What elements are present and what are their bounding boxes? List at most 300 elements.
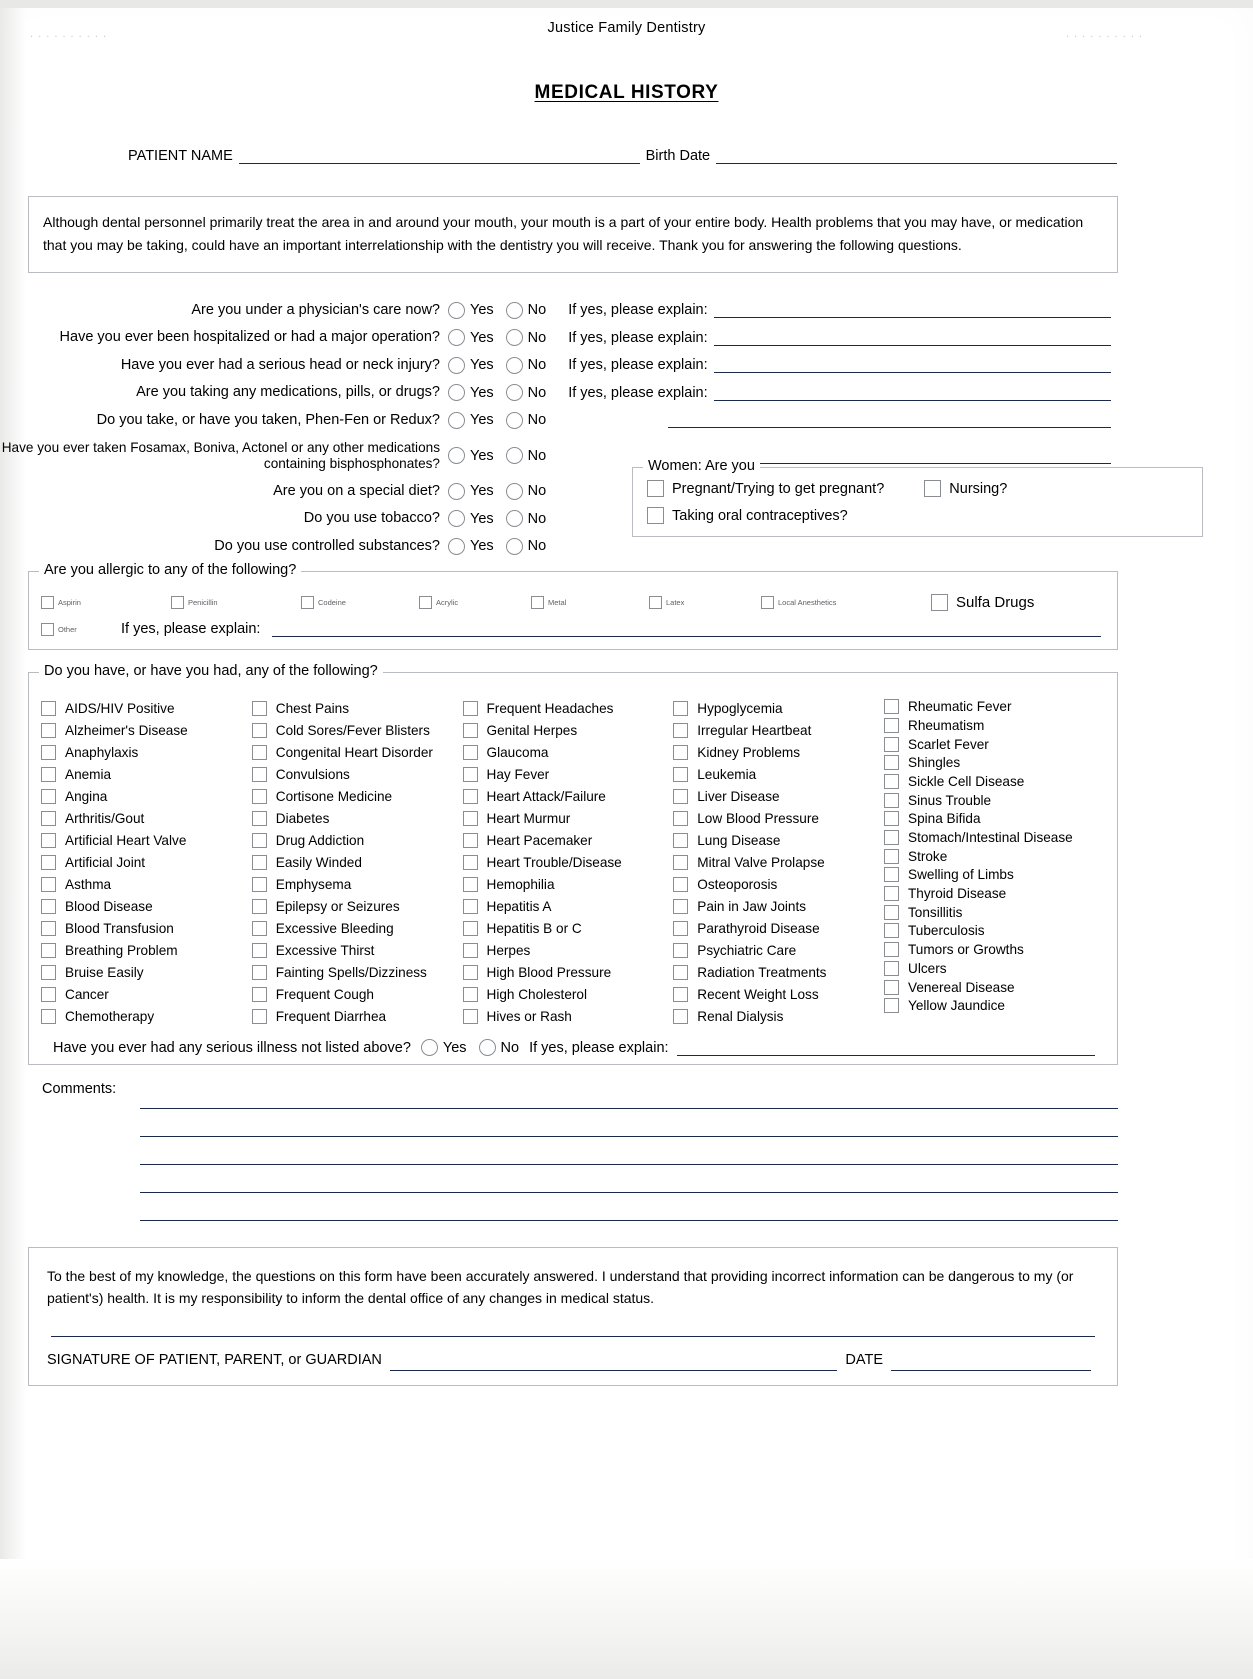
yes-option[interactable] — [448, 483, 494, 500]
checkbox-icon[interactable] — [41, 833, 56, 848]
checkbox-icon[interactable] — [884, 998, 899, 1013]
women-legend: Women: Are you — [643, 458, 760, 474]
condition-item[interactable] — [884, 753, 1099, 772]
condition-item[interactable] — [41, 939, 246, 961]
radio-icon[interactable] — [506, 510, 523, 527]
checkbox-penicillin[interactable] — [171, 596, 301, 609]
radio-icon[interactable] — [506, 357, 523, 374]
patient-name-input[interactable] — [239, 148, 640, 164]
condition-item[interactable] — [252, 873, 457, 895]
condition-item[interactable] — [463, 719, 668, 741]
condition-item[interactable] — [41, 719, 246, 741]
condition-label: Tonsillitis — [908, 904, 963, 920]
condition-item[interactable] — [673, 741, 878, 763]
checkbox-icon[interactable] — [171, 596, 184, 609]
condition-item[interactable] — [673, 917, 878, 939]
condition-item[interactable] — [463, 741, 668, 763]
checkbox-icon[interactable] — [463, 899, 478, 914]
condition-item[interactable] — [252, 895, 457, 917]
condition-label: Breathing Problem — [65, 942, 178, 958]
checkbox-icon[interactable] — [463, 745, 478, 760]
condition-item[interactable] — [252, 961, 457, 983]
condition-label: Osteoporosis — [697, 876, 778, 892]
checkbox-icon[interactable] — [673, 767, 688, 782]
checkbox-icon[interactable] — [463, 789, 478, 804]
explain-group — [568, 357, 1253, 373]
yes-option[interactable] — [448, 538, 494, 555]
condition-item[interactable] — [884, 735, 1099, 754]
yes-label: Yes — [470, 384, 494, 401]
checkbox-icon[interactable] — [41, 596, 54, 609]
yes-option[interactable] — [421, 1039, 467, 1056]
checkbox-icon[interactable] — [884, 905, 899, 920]
condition-label: Easily Winded — [275, 854, 362, 870]
condition-label: Chemotherapy — [65, 1008, 155, 1024]
checkbox-codeine[interactable] — [301, 596, 419, 609]
checkbox-icon[interactable] — [41, 987, 56, 1002]
condition-item[interactable] — [252, 939, 457, 961]
checkbox-icon[interactable] — [884, 774, 899, 789]
checkbox-icon[interactable] — [463, 855, 478, 870]
checkbox-icon[interactable] — [884, 849, 899, 864]
checkbox-icon[interactable] — [884, 830, 899, 845]
condition-item[interactable] — [41, 829, 246, 851]
checkbox-icon[interactable] — [673, 965, 688, 980]
checkbox-icon[interactable] — [419, 596, 432, 609]
checkbox-icon[interactable] — [884, 942, 899, 957]
condition-item[interactable] — [884, 903, 1099, 922]
checkbox-pregnant[interactable] — [647, 480, 884, 497]
checkbox-icon[interactable] — [673, 899, 688, 914]
condition-label: Heart Trouble/Disease — [486, 854, 622, 870]
no-option[interactable] — [506, 447, 547, 464]
date-input[interactable] — [891, 1355, 1091, 1371]
checkbox-icon[interactable] — [673, 987, 688, 1002]
no-option[interactable] — [506, 483, 547, 500]
checkbox-icon[interactable] — [647, 507, 664, 524]
checkbox-label: Penicillin — [188, 598, 218, 608]
condition-item[interactable] — [463, 851, 668, 873]
radio-icon[interactable] — [448, 538, 465, 555]
condition-item[interactable] — [463, 785, 668, 807]
signature-input[interactable] — [390, 1355, 838, 1371]
condition-label: Frequent Diarrhea — [275, 1008, 387, 1024]
no-option[interactable] — [506, 538, 547, 555]
checkbox-sulfa-drugs[interactable] — [931, 594, 1034, 611]
checkbox-icon[interactable] — [884, 755, 899, 770]
checkbox-metal[interactable] — [531, 596, 649, 609]
question-label: Are you on a special diet? — [273, 482, 440, 499]
no-option[interactable] — [506, 357, 547, 374]
checkbox-icon[interactable] — [252, 767, 267, 782]
explain-input[interactable] — [714, 330, 1111, 346]
radio-icon[interactable] — [448, 483, 465, 500]
no-option[interactable] — [506, 510, 547, 527]
checkbox-oral-contraceptives[interactable] — [647, 507, 848, 524]
condition-item[interactable] — [884, 866, 1099, 885]
checkbox-icon[interactable] — [252, 855, 267, 870]
checkbox-icon[interactable] — [463, 921, 478, 936]
condition-item[interactable] — [673, 719, 878, 741]
condition-item[interactable] — [252, 1005, 457, 1027]
checkbox-icon[interactable] — [463, 767, 478, 782]
condition-item[interactable] — [41, 763, 246, 785]
birth-date-input[interactable] — [716, 148, 1117, 164]
checkbox-icon[interactable] — [884, 886, 899, 901]
condition-item[interactable] — [673, 895, 878, 917]
radio-icon[interactable] — [506, 329, 523, 346]
checkbox-icon[interactable] — [463, 723, 478, 738]
yes-no-group — [448, 384, 558, 401]
condition-item[interactable] — [252, 851, 457, 873]
condition-item[interactable] — [884, 978, 1099, 997]
yes-label: Yes — [470, 483, 494, 500]
checkbox-icon[interactable] — [41, 855, 56, 870]
condition-label: Convulsions — [275, 766, 350, 782]
condition-item[interactable] — [884, 884, 1099, 903]
condition-label: Diabetes — [275, 810, 330, 826]
condition-item[interactable] — [252, 829, 457, 851]
condition-item[interactable] — [884, 828, 1099, 847]
checkbox-icon[interactable] — [673, 833, 688, 848]
checkbox-icon[interactable] — [252, 723, 267, 738]
checkbox-icon[interactable] — [41, 789, 56, 804]
checkbox-icon[interactable] — [252, 899, 267, 914]
radio-icon[interactable] — [479, 1039, 496, 1056]
condition-item[interactable] — [41, 917, 246, 939]
condition-item[interactable] — [252, 719, 457, 741]
checkbox-icon[interactable] — [252, 921, 267, 936]
condition-label: Swelling of Limbs — [908, 867, 1014, 883]
condition-label: Shingles — [908, 755, 961, 771]
conditions-column-5 — [884, 697, 1105, 1027]
checkbox-icon[interactable] — [41, 899, 56, 914]
radio-icon[interactable] — [506, 483, 523, 500]
birth-date-label: Birth Date — [645, 148, 711, 164]
condition-item[interactable] — [41, 961, 246, 983]
condition-item[interactable] — [463, 895, 668, 917]
condition-label: Glaucoma — [486, 744, 549, 760]
radio-icon[interactable] — [506, 412, 523, 429]
condition-item[interactable] — [884, 697, 1099, 716]
checkbox-icon[interactable] — [463, 811, 478, 826]
condition-item[interactable] — [884, 922, 1099, 941]
condition-item[interactable] — [673, 851, 878, 873]
no-option[interactable] — [506, 302, 547, 319]
checkbox-icon[interactable] — [252, 789, 267, 804]
condition-label: Asthma — [65, 876, 112, 892]
allergy-explain-input[interactable] — [272, 621, 1101, 637]
comment-line-input[interactable] — [140, 1081, 1118, 1109]
serious-illness-explain-input[interactable] — [677, 1040, 1095, 1056]
attestation-text: To the best of my knowledge, the questions on this form have been accurately answered. I understand that providing incorrect information can be dangerous to my (or patient's) health. It is my responsibility to inform the dental office of any changes in medical status. — [47, 1268, 1074, 1307]
no-option[interactable] — [506, 384, 547, 401]
checkbox-icon[interactable] — [673, 921, 688, 936]
yes-option[interactable] — [448, 447, 494, 464]
checkbox-icon[interactable] — [673, 745, 688, 760]
if-yes-label: If yes, please explain: — [568, 302, 708, 319]
yes-label: Yes — [470, 357, 494, 374]
yes-no-group — [448, 329, 558, 346]
radio-icon[interactable] — [506, 538, 523, 555]
checkbox-icon[interactable] — [673, 811, 688, 826]
condition-item[interactable] — [463, 983, 668, 1005]
checkbox-icon[interactable] — [884, 793, 899, 808]
checkbox-icon[interactable] — [41, 623, 54, 636]
question-label: Have you ever taken Fosamax, Boniva, Actonel or any other medications containing bisphosphonates? — [1, 439, 440, 471]
condition-item[interactable] — [41, 1005, 246, 1027]
condition-item[interactable] — [463, 961, 668, 983]
condition-item[interactable] — [884, 959, 1099, 978]
condition-item[interactable] — [41, 785, 246, 807]
checkbox-icon[interactable] — [649, 596, 662, 609]
explain-input[interactable] — [714, 385, 1111, 401]
condition-item[interactable] — [41, 895, 246, 917]
condition-item[interactable] — [41, 741, 246, 763]
checkbox-icon[interactable] — [252, 745, 267, 760]
condition-item[interactable] — [673, 807, 878, 829]
checkbox-icon[interactable] — [41, 1009, 56, 1024]
conditions-legend: Do you have, or have you had, any of the following? — [39, 663, 383, 679]
comment-line-input[interactable] — [140, 1109, 1118, 1137]
condition-item[interactable] — [673, 983, 878, 1005]
checkbox-icon[interactable] — [884, 923, 899, 938]
condition-item[interactable] — [41, 851, 246, 873]
checkbox-icon[interactable] — [884, 811, 899, 826]
condition-label: Excessive Thirst — [275, 942, 375, 958]
checkbox-icon[interactable] — [673, 723, 688, 738]
yes-option[interactable] — [448, 384, 494, 401]
condition-label: Recent Weight Loss — [697, 986, 819, 1002]
condition-item[interactable] — [252, 697, 457, 719]
condition-item[interactable] — [252, 917, 457, 939]
condition-item[interactable] — [252, 983, 457, 1005]
condition-label: Hay Fever — [486, 766, 550, 782]
condition-item[interactable] — [463, 873, 668, 895]
checkbox-label: Taking oral contraceptives? — [672, 507, 848, 524]
checkbox-icon[interactable] — [463, 965, 478, 980]
checkbox-icon[interactable] — [41, 745, 56, 760]
condition-item[interactable] — [463, 697, 668, 719]
patient-name-label: PATIENT NAME — [128, 148, 233, 164]
comment-line-input[interactable] — [140, 1165, 1118, 1193]
checkbox-icon[interactable] — [252, 833, 267, 848]
condition-item[interactable] — [673, 961, 878, 983]
condition-item[interactable] — [252, 807, 457, 829]
no-label: No — [527, 483, 547, 500]
blank-input[interactable] — [668, 412, 1111, 428]
checkbox-icon[interactable] — [41, 921, 56, 936]
condition-item[interactable] — [252, 741, 457, 763]
checkbox-icon[interactable] — [531, 596, 544, 609]
condition-label: Herpes — [486, 942, 531, 958]
no-option[interactable] — [479, 1039, 520, 1056]
condition-item[interactable] — [884, 716, 1099, 735]
checkbox-aspirin[interactable] — [41, 596, 171, 609]
radio-icon[interactable] — [421, 1039, 438, 1056]
checkbox-acrylic[interactable] — [419, 596, 531, 609]
condition-item[interactable] — [463, 829, 668, 851]
question-label: Have you ever had a serious head or neck injury? — [120, 356, 440, 373]
yes-option[interactable] — [448, 329, 494, 346]
condition-item[interactable] — [673, 763, 878, 785]
yes-no-group — [448, 412, 558, 429]
condition-label: Thyroid Disease — [908, 886, 1007, 902]
yes-option[interactable] — [448, 412, 494, 429]
condition-item[interactable] — [673, 829, 878, 851]
radio-icon[interactable] — [506, 302, 523, 319]
condition-item[interactable] — [884, 809, 1099, 828]
radio-icon[interactable] — [448, 357, 465, 374]
condition-item[interactable] — [884, 772, 1099, 791]
checkbox-latex[interactable] — [649, 596, 761, 609]
no-label: No — [527, 384, 547, 401]
condition-item[interactable] — [463, 917, 668, 939]
serious-illness-row — [41, 1039, 1105, 1056]
checkbox-icon[interactable] — [41, 943, 56, 958]
yes-no-group — [448, 483, 558, 500]
condition-item[interactable] — [463, 763, 668, 785]
checkbox-icon[interactable] — [463, 701, 478, 716]
checkbox-icon[interactable] — [761, 596, 774, 609]
checkbox-icon[interactable] — [673, 1009, 688, 1024]
radio-icon[interactable] — [448, 510, 465, 527]
checkbox-icon[interactable] — [673, 855, 688, 870]
condition-item[interactable] — [252, 763, 457, 785]
clinic-name: Justice Family Dentistry — [547, 20, 706, 36]
comment-line-input[interactable] — [140, 1137, 1118, 1165]
no-option[interactable] — [506, 412, 547, 429]
yes-label: Yes — [470, 412, 494, 429]
radio-icon[interactable] — [506, 447, 523, 464]
conditions-column-4 — [673, 697, 884, 1027]
radio-icon[interactable] — [448, 302, 465, 319]
checkbox-icon[interactable] — [41, 965, 56, 980]
checkbox-icon[interactable] — [884, 961, 899, 976]
checkbox-icon[interactable] — [463, 1009, 478, 1024]
comment-line-input[interactable] — [140, 1193, 1118, 1221]
checkbox-icon[interactable] — [252, 811, 267, 826]
checkbox-icon[interactable] — [673, 877, 688, 892]
condition-label: Blood Disease — [65, 898, 153, 914]
checkbox-icon[interactable] — [41, 701, 56, 716]
condition-item[interactable] — [463, 939, 668, 961]
condition-item[interactable] — [673, 939, 878, 961]
checkbox-icon[interactable] — [647, 480, 664, 497]
checkbox-icon[interactable] — [252, 877, 267, 892]
checkbox-icon[interactable] — [41, 723, 56, 738]
checkbox-icon[interactable] — [252, 943, 267, 958]
checkbox-icon[interactable] — [463, 833, 478, 848]
checkbox-icon[interactable] — [931, 594, 948, 611]
yes-option[interactable] — [448, 510, 494, 527]
radio-icon[interactable] — [448, 412, 465, 429]
yes-label: Yes — [470, 510, 494, 527]
no-label: No — [527, 510, 547, 527]
checkbox-icon[interactable] — [673, 701, 688, 716]
condition-item[interactable] — [673, 1005, 878, 1027]
condition-item[interactable] — [884, 791, 1099, 810]
question-row — [0, 535, 1253, 557]
checkbox-icon[interactable] — [252, 987, 267, 1002]
checkbox-nursing[interactable] — [924, 480, 1007, 497]
radio-icon[interactable] — [506, 384, 523, 401]
checkbox-icon[interactable] — [463, 987, 478, 1002]
checkbox-icon[interactable] — [41, 877, 56, 892]
checkbox-other-allergy[interactable] — [41, 623, 121, 636]
condition-label: AIDS/HIV Positive — [65, 700, 175, 716]
condition-item[interactable] — [41, 873, 246, 895]
condition-item[interactable] — [252, 785, 457, 807]
blank-line-group — [568, 412, 1253, 428]
condition-label: Congenital Heart Disorder — [275, 744, 433, 760]
condition-item[interactable] — [463, 807, 668, 829]
condition-label: Angina — [65, 788, 108, 804]
condition-item[interactable] — [41, 697, 246, 719]
condition-item[interactable] — [884, 940, 1099, 959]
explain-input[interactable] — [714, 357, 1111, 373]
checkbox-icon[interactable] — [884, 867, 899, 882]
checkbox-icon[interactable] — [924, 480, 941, 497]
condition-item[interactable] — [41, 807, 246, 829]
condition-label: Anaphylaxis — [65, 744, 139, 760]
checkbox-icon[interactable] — [463, 877, 478, 892]
no-option[interactable] — [506, 329, 547, 346]
yes-no-group — [448, 302, 558, 319]
condition-label: Blood Transfusion — [65, 920, 174, 936]
question-label: Do you take, or have you taken, Phen-Fen or Redux? — [96, 411, 440, 428]
checkbox-icon[interactable] — [41, 811, 56, 826]
checkbox-icon[interactable] — [884, 718, 899, 733]
checkbox-icon[interactable] — [884, 737, 899, 752]
condition-item[interactable] — [673, 785, 878, 807]
checkbox-icon[interactable] — [463, 943, 478, 958]
condition-item[interactable] — [463, 1005, 668, 1027]
checkbox-icon[interactable] — [41, 767, 56, 782]
condition-label: Leukemia — [697, 766, 757, 782]
question-row — [0, 409, 1253, 431]
condition-item[interactable] — [884, 847, 1099, 866]
checkbox-icon[interactable] — [252, 965, 267, 980]
condition-label: Mitral Valve Prolapse — [697, 854, 825, 870]
checkbox-icon[interactable] — [252, 701, 267, 716]
checkbox-icon[interactable] — [884, 980, 899, 995]
checkbox-icon[interactable] — [252, 1009, 267, 1024]
checkbox-icon[interactable] — [884, 699, 899, 714]
checkbox-label: Metal — [548, 598, 567, 608]
checkbox-local-anesthetics[interactable] — [761, 596, 931, 609]
checkbox-icon[interactable] — [673, 943, 688, 958]
yes-option[interactable] — [448, 357, 494, 374]
allergies-section — [28, 562, 1118, 650]
checkbox-label: Sulfa Drugs — [956, 594, 1035, 612]
condition-label: Tuberculosis — [908, 923, 985, 939]
radio-icon[interactable] — [448, 447, 465, 464]
condition-item[interactable] — [673, 697, 878, 719]
yes-option[interactable] — [448, 302, 494, 319]
condition-label: High Blood Pressure — [486, 964, 612, 980]
condition-item[interactable] — [41, 983, 246, 1005]
radio-icon[interactable] — [448, 384, 465, 401]
condition-label: Radiation Treatments — [697, 964, 827, 980]
checkbox-icon[interactable] — [673, 789, 688, 804]
checkbox-icon[interactable] — [301, 596, 314, 609]
radio-icon[interactable] — [448, 329, 465, 346]
explain-input[interactable] — [714, 302, 1111, 318]
condition-item[interactable] — [673, 873, 878, 895]
condition-item[interactable] — [884, 996, 1099, 1015]
conditions-column-1 — [41, 697, 252, 1027]
